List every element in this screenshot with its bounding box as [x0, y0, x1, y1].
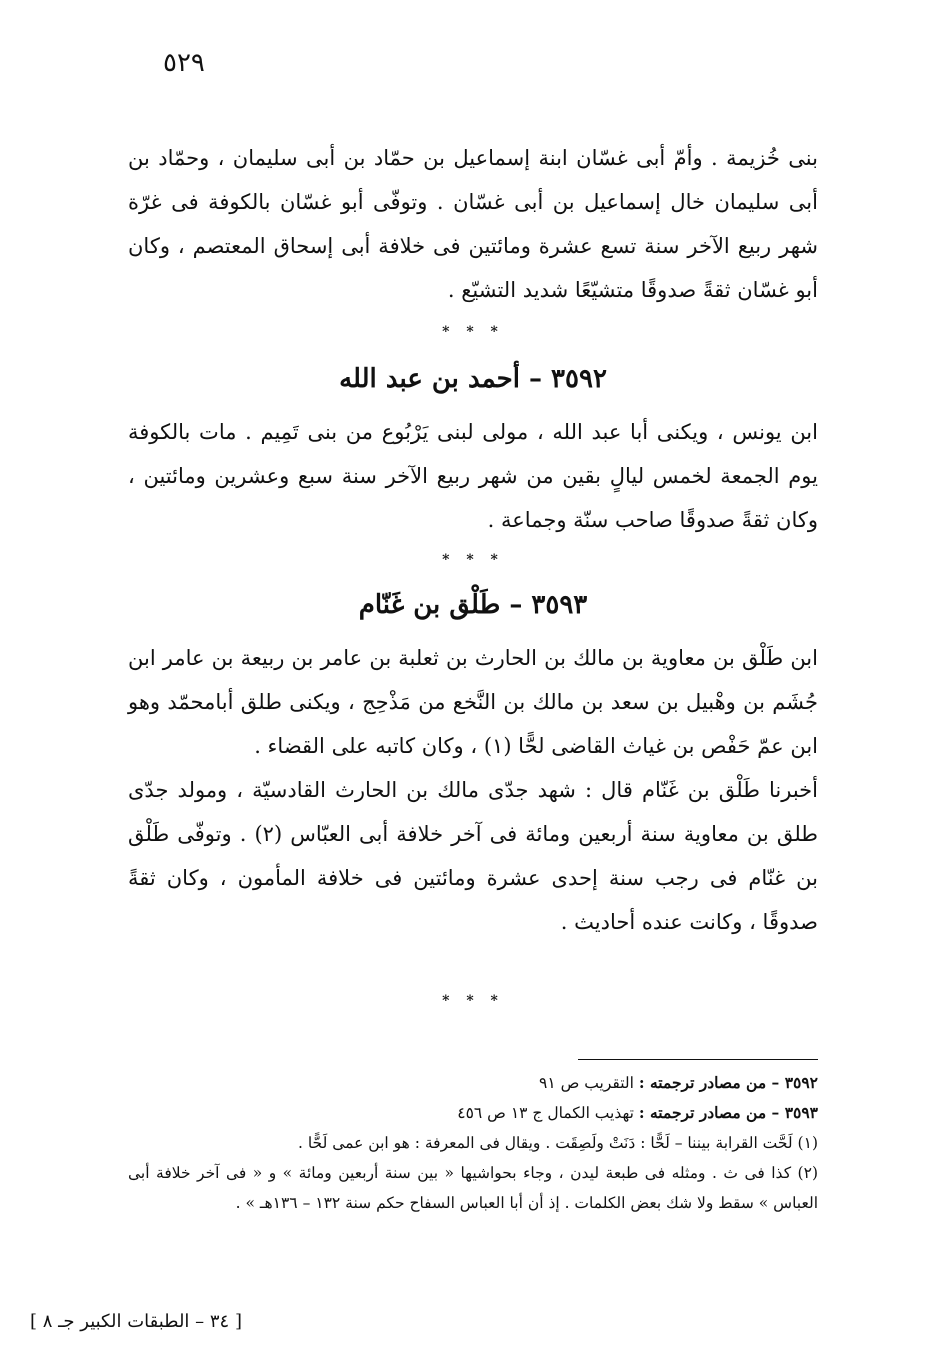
entry-3592-heading: ٣٥٩٢ – أحمد بن عبد الله — [339, 364, 607, 394]
footnote-2: (٢) كذا فى ث . ومثله فى طبعة ليدن ، وجاء بحواشيها « بين سنة أربعين ومائة » و « فى آخر خلافة أبى العباس » سقط ولا شك بعض الكلمات . إذ أن أبا العباس السفاح حكم سنة ١٣٢ – ١٣٦هـ » . — [128, 1164, 818, 1212]
footnote-source-3593-text: تهذيب الكمال ج ١٣ ص ٤٥٦ — [457, 1104, 634, 1122]
footnote-1: (١) لَحَّت القرابة بيننا – لَحًّا : دَنَتْ ولَصِقَت . ويقال فى المعرفة : هو ابن عمى لَحًّا . — [297, 1134, 818, 1152]
footnote-source-3593 — [128, 1098, 818, 1128]
entry-3592-body — [128, 410, 818, 542]
entry-3593-heading: ٣٥٩٣ – طَلْق بن غَنّام — [358, 590, 588, 620]
intro-paragraph-text: بنى خُزيمة . وأمّ أبى غسّان ابنة إسماعيل بن حمّاد بن أبى سليمان ، وحمّاد بن أبى سليمان خال إسماعيل بن أبى غسّان . وتوفّى أبو غسّان بالكوفة فى غرّة شهر ربيع الآخر سنة تسع عشرة ومائتين فى خلافة أبى إسحاق المعتصم ، وكان أبو غسّان ثقةً صدوقًا متشيّعًا شديد التشيّع . — [128, 146, 818, 302]
separator-1: * * * — [442, 324, 504, 340]
entry-3593-body — [128, 636, 818, 944]
footnote-source-3592-label: ٣٥٩٢ – من مصادر ترجمته : — [638, 1073, 818, 1092]
footnote-source-3593-label: ٣٥٩٣ – من مصادر ترجمته : — [638, 1103, 818, 1122]
entry-3592-paragraph: ابن يونس ، ويكنى أبا عبد الله ، مولى لبنى يَرْبُوع من بنى تَمِيم . مات بالكوفة يوم الجمعة لخمس ليالٍ بقين من شهر ربيع الآخر سنة سبع وعشرين ومائتين ، وكان ثقةً صدوقًا صاحب سنّة وجماعة . — [128, 420, 818, 532]
entry-3593-paragraph-2: أخبرنا طَلْق بن غَنّام قال : شهد جدّى مالك بن الحارث القادسيّة ، ومولد جدّى طلق بن معاوية سنة أربعين ومائة فى آخر خلافة أبى العبّاس (٢) . وتوفّى طَلْق بن غنّام فى رجب سنة إحدى عشرة ومائتين فى خلافة المأمون ، وكان ثقةً صدوقًا ، وكانت عنده أحاديث . — [128, 778, 819, 934]
separator-3: * * * — [442, 993, 504, 1009]
footnotes — [128, 1068, 818, 1218]
entry-3593-paragraph-1: ابن طَلْق بن معاوية بن مالك بن الحارث بن ثعلبة بن عامر بن ربيعة بن عامر ابن جُشَم بن وهْبيل بن سعد بن مالك بن النَّخع من مَذْحِج ، ويكنى طلق أبامحمّد وهو ابن عمّ حَفْص بن غياث القاضى لحًّا (١) ، وكان كاتبه على القضاء . — [128, 646, 818, 758]
page-footer: [ ٣٤ – الطبقات الكبير جـ ٨ ] — [30, 1311, 242, 1332]
separator-2: * * * — [442, 552, 504, 568]
footnote-rule — [578, 1059, 818, 1060]
footnote-source-3592 — [128, 1068, 818, 1098]
page-number: ٥٢٩ — [163, 48, 205, 78]
footnote-source-3592-text: التقريب ص ٩١ — [539, 1074, 634, 1092]
intro-paragraph — [128, 136, 818, 312]
